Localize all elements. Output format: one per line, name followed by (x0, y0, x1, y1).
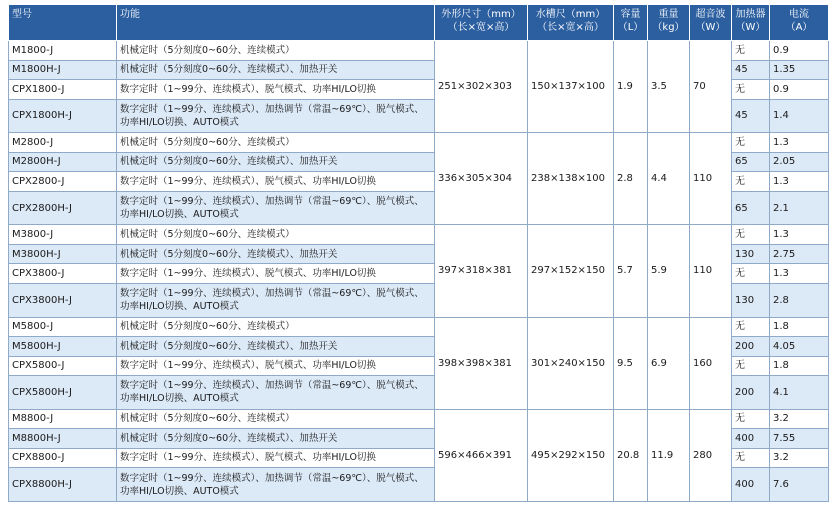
outer-size-cell: 336×305×304 (435, 133, 528, 225)
header-ultrasonic-line2: （W） (695, 22, 726, 33)
function-cell: 机械定时（5分刻度0~60分、连续模式）、加热开关 (117, 152, 435, 172)
model-cell: M1800-J (9, 41, 117, 61)
heater-cell: 45 (732, 60, 770, 80)
function-cell: 数字定时（1~99分、连续模式）、加热调节（常温~69℃）、脱气模式、功率HI/LO切换、AUTO模式 (117, 468, 435, 502)
header-weight-line1: 重量 (658, 9, 679, 20)
model-cell: M2800-J (9, 133, 117, 153)
header-ultrasonic (690, 5, 732, 41)
outer-size-cell: 398×398×381 (435, 317, 528, 409)
weight-cell: 11.9 (648, 409, 690, 501)
header-outer-size-line1: 外形尺寸（mm） (441, 9, 521, 20)
header-heater-line1: 加热器 (735, 9, 766, 20)
header-tank-size-line2: （长×宽×高） (537, 22, 604, 33)
heater-cell: 200 (732, 376, 770, 410)
heater-cell: 无 (732, 264, 770, 284)
heater-cell: 无 (732, 317, 770, 337)
weight-cell: 4.4 (648, 133, 690, 225)
function-cell: 数字定时（1~99分、连续模式）、加热调节（常温~69℃）、脱气模式、功率HI/LO切换、AUTO模式 (117, 283, 435, 317)
model-cell: CPX8800H-J (9, 468, 117, 502)
header-ultrasonic-line1: 超音波 (695, 9, 726, 20)
weight-cell: 6.9 (648, 317, 690, 409)
function-cell: 机械定时（5分刻度0~60分、连续模式） (117, 409, 435, 429)
outer-size-cell: 397×318×381 (435, 225, 528, 317)
current-cell: 2.1 (770, 191, 829, 225)
current-cell: 1.8 (770, 317, 829, 337)
header-tank-size-line1: 水槽尺（mm） (535, 9, 606, 20)
current-cell: 1.8 (770, 356, 829, 376)
header-current (770, 5, 829, 41)
header-weight-line2: （kg） (652, 22, 685, 33)
header-outer-size-line2: （长×宽×高） (447, 22, 515, 33)
header-model: 型号 (9, 5, 117, 41)
header-current-line1: 电流 (789, 9, 809, 20)
header-heater-line2: （W） (735, 22, 766, 33)
header-row (9, 5, 829, 41)
heater-cell: 无 (732, 133, 770, 153)
tank-size-cell: 238×138×100 (528, 133, 614, 225)
header-function: 功能 (117, 5, 435, 41)
heater-cell: 400 (732, 429, 770, 449)
model-cell: M1800H-J (9, 60, 117, 80)
function-cell: 机械定时（5分刻度0~60分、连续模式） (117, 317, 435, 337)
capacity-cell: 20.8 (614, 409, 648, 501)
function-cell: 数字定时（1~99分、连续模式）、加热调节（常温~69℃）、脱气模式、功率HI/LO切换、AUTO模式 (117, 376, 435, 410)
model-cell: CPX5800-J (9, 356, 117, 376)
model-cell: CPX2800-J (9, 172, 117, 192)
model-cell: M5800H-J (9, 337, 117, 357)
header-capacity-line2: （L） (617, 22, 644, 33)
model-cell: CPX2800H-J (9, 191, 117, 225)
heater-cell: 400 (732, 468, 770, 502)
function-cell: 机械定时（5分刻度0~60分、连续模式）、加热开关 (117, 429, 435, 449)
ultrasonic-cell: 110 (690, 133, 732, 225)
current-cell: 1.35 (770, 60, 829, 80)
current-cell: 2.8 (770, 283, 829, 317)
function-cell: 数字定时（1~99分、连续模式）、脱气模式、功率HI/LO切换 (117, 264, 435, 284)
function-cell: 数字定时（1~99分、连续模式）、脱气模式、功率HI/LO切换 (117, 448, 435, 468)
current-cell: 0.9 (770, 80, 829, 100)
current-cell: 0.9 (770, 41, 829, 61)
model-cell: CPX8800-J (9, 448, 117, 468)
ultrasonic-cell: 110 (690, 225, 732, 317)
table-row (9, 225, 829, 245)
header-capacity-line1: 容量 (620, 9, 641, 20)
current-cell: 2.75 (770, 244, 829, 264)
model-cell: M8800H-J (9, 429, 117, 449)
function-cell: 数字定时（1~99分、连续模式）、脱气模式、功率HI/LO切换 (117, 172, 435, 192)
header-weight (648, 5, 690, 41)
ultrasonic-cell: 160 (690, 317, 732, 409)
model-cell: M8800-J (9, 409, 117, 429)
heater-cell: 无 (732, 409, 770, 429)
ultrasonic-cell: 280 (690, 409, 732, 501)
model-cell: CPX3800-J (9, 264, 117, 284)
tank-size-cell: 297×152×150 (528, 225, 614, 317)
current-cell: 3.2 (770, 448, 829, 468)
current-cell: 1.4 (770, 99, 829, 133)
model-cell: CPX5800H-J (9, 376, 117, 410)
function-cell: 数字定时（1~99分、连续模式）、加热调节（常温~69℃）、脱气模式、功率HI/LO切换、AUTO模式 (117, 191, 435, 225)
current-cell: 1.3 (770, 133, 829, 153)
heater-cell: 无 (732, 80, 770, 100)
heater-cell: 无 (732, 172, 770, 192)
header-heater (732, 5, 770, 41)
model-cell: CPX3800H-J (9, 283, 117, 317)
ultrasonic-cell: 70 (690, 41, 732, 133)
current-cell: 7.55 (770, 429, 829, 449)
tank-size-cell: 150×137×100 (528, 41, 614, 133)
current-cell: 1.3 (770, 264, 829, 284)
weight-cell: 3.5 (648, 41, 690, 133)
function-cell: 机械定时（5分刻度0~60分、连续模式） (117, 41, 435, 61)
outer-size-cell: 251×302×303 (435, 41, 528, 133)
heater-cell: 65 (732, 191, 770, 225)
heater-cell: 无 (732, 448, 770, 468)
model-cell: M5800-J (9, 317, 117, 337)
heater-cell: 130 (732, 283, 770, 317)
model-cell: M3800-J (9, 225, 117, 245)
function-cell: 数字定时（1~99分、连续模式）、加热调节（常温~69℃）、脱气模式、功率HI/LO切换、AUTO模式 (117, 99, 435, 133)
weight-cell: 5.9 (648, 225, 690, 317)
outer-size-cell: 596×466×391 (435, 409, 528, 501)
function-cell: 机械定时（5分刻度0~60分、连续模式） (117, 133, 435, 153)
function-cell: 数字定时（1~99分、连续模式）、脱气模式、功率HI/LO切换 (117, 80, 435, 100)
capacity-cell: 9.5 (614, 317, 648, 409)
capacity-cell: 5.7 (614, 225, 648, 317)
current-cell: 4.1 (770, 376, 829, 410)
heater-cell: 无 (732, 41, 770, 61)
heater-cell: 45 (732, 99, 770, 133)
tank-size-cell: 301×240×150 (528, 317, 614, 409)
function-cell: 数字定时（1~99分、连续模式）、脱气模式、功率HI/LO切换 (117, 356, 435, 376)
current-cell: 3.2 (770, 409, 829, 429)
heater-cell: 130 (732, 244, 770, 264)
current-cell: 1.3 (770, 225, 829, 245)
model-cell: CPX1800-J (9, 80, 117, 100)
capacity-cell: 2.8 (614, 133, 648, 225)
function-cell: 机械定时（5分刻度0~60分、连续模式） (117, 225, 435, 245)
current-cell: 7.6 (770, 468, 829, 502)
header-outer-size (435, 5, 528, 41)
spec-table (8, 4, 829, 502)
capacity-cell: 1.9 (614, 41, 648, 133)
heater-cell: 200 (732, 337, 770, 357)
table-row (9, 317, 829, 337)
header-tank-size (528, 5, 614, 41)
table-row (9, 133, 829, 153)
current-cell: 1.3 (770, 172, 829, 192)
function-cell: 机械定时（5分刻度0~60分、连续模式）、加热开关 (117, 337, 435, 357)
function-cell: 机械定时（5分刻度0~60分、连续模式）、加热开关 (117, 244, 435, 264)
model-cell: M3800H-J (9, 244, 117, 264)
function-cell: 机械定时（5分刻度0~60分、连续模式）、加热开关 (117, 60, 435, 80)
current-cell: 2.05 (770, 152, 829, 172)
header-current-line2: （A） (785, 22, 813, 33)
table-row (9, 409, 829, 429)
heater-cell: 无 (732, 356, 770, 376)
table-row (9, 41, 829, 61)
model-cell: CPX1800H-J (9, 99, 117, 133)
current-cell: 4.05 (770, 337, 829, 357)
tank-size-cell: 495×292×150 (528, 409, 614, 501)
header-capacity (614, 5, 648, 41)
heater-cell: 无 (732, 225, 770, 245)
spec-table-body (9, 41, 829, 502)
heater-cell: 65 (732, 152, 770, 172)
model-cell: M2800H-J (9, 152, 117, 172)
